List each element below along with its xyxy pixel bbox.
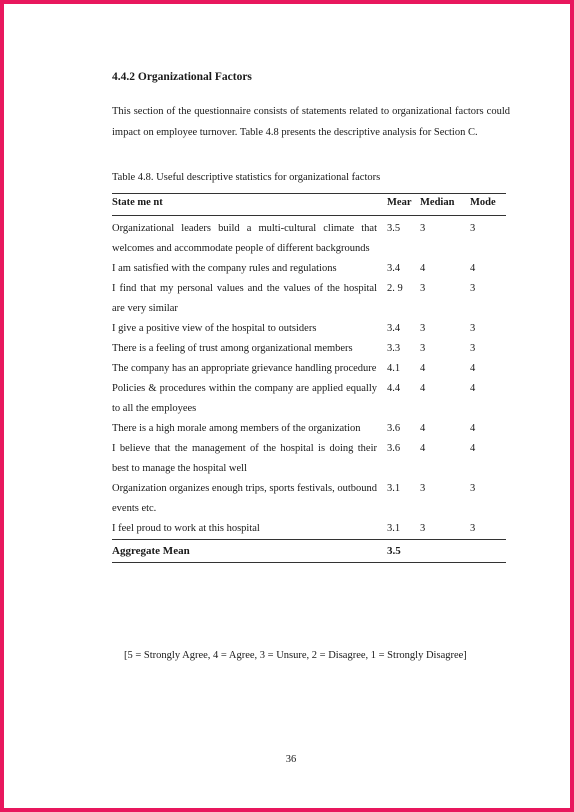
median-cell: 4 [420, 443, 426, 454]
table-row [112, 519, 506, 540]
aggregate-label: Aggregate Mean [112, 540, 387, 563]
statement-cell: Policies & procedures within the company are applied equally to all the employees [112, 383, 377, 414]
statement-cell: I give a positive view of the hospital to outsiders [112, 323, 317, 334]
statement-cell: I am satisfied with the company rules and regulations [112, 263, 337, 274]
table-row [112, 359, 506, 379]
median-cell: 3 [420, 283, 426, 294]
scale-legend: [5 = Strongly Agree, 4 = Agree, 3 = Unsure, 2 = Disagree, 1 = Strongly Disagree] [124, 650, 467, 661]
mean-cell: 2. 9 [387, 283, 403, 294]
median-cell: 4 [420, 263, 426, 274]
mode-cell: 4 [470, 423, 476, 434]
table-row [112, 319, 506, 339]
statement-cell: Organizational leaders build a multi-cultural climate that welcomes and accommodate people of different backgrounds [112, 223, 377, 254]
section-heading: 4.4.2 Organizational Factors [112, 71, 252, 83]
median-cell: 3 [420, 523, 426, 534]
table-header-row [112, 194, 506, 216]
statement-cell: I feel proud to work at this hospital [112, 523, 260, 534]
table-row [112, 439, 506, 479]
mean-cell: 3.4 [387, 263, 401, 274]
mode-cell: 3 [470, 223, 476, 234]
median-cell: 4 [420, 383, 426, 394]
median-cell: 3 [420, 483, 426, 494]
mode-cell: 3 [470, 283, 476, 294]
statement-cell: I find that my personal values and the values of the hospital are very similar [112, 283, 377, 314]
table-row [112, 479, 506, 519]
table-row [112, 216, 506, 260]
statistics-table [112, 193, 506, 563]
aggregate-row [112, 540, 506, 563]
mean-cell: 4.1 [387, 363, 401, 374]
mean-cell: 3.1 [387, 483, 401, 494]
mode-cell: 3 [470, 483, 476, 494]
table-row [112, 279, 506, 319]
statement-cell: Organization organizes enough trips, sports festivals, outbound events etc. [112, 483, 377, 514]
table-row [112, 339, 506, 359]
statement-cell: There is a high morale among members of the organization [112, 423, 361, 434]
mode-cell: 4 [470, 443, 476, 454]
mean-cell: 4.4 [387, 383, 401, 394]
mode-cell: 4 [470, 263, 476, 274]
median-cell: 4 [420, 423, 426, 434]
median-cell: 3 [420, 323, 426, 334]
mode-cell: 3 [470, 323, 476, 334]
header-median: Median [420, 194, 470, 216]
header-mode: Mode [470, 194, 506, 216]
aggregate-mode [470, 540, 506, 563]
page-number: 36 [285, 754, 297, 765]
mode-cell: 3 [470, 523, 476, 534]
mean-cell: 3.4 [387, 323, 401, 334]
header-mean: Mear [387, 194, 420, 216]
mode-cell: 3 [470, 343, 476, 354]
median-cell: 3 [420, 343, 426, 354]
table-caption: Table 4.8. Useful descriptive statistics for organizational factors [112, 172, 381, 183]
statement-cell: There is a feeling of trust among organizational members [112, 343, 353, 354]
mean-cell: 3.1 [387, 523, 401, 534]
statement-cell: The company has an appropriate grievance handling procedure [112, 363, 377, 374]
mode-cell: 4 [470, 363, 476, 374]
section-paragraph: This section of the questionnaire consists of statements related to organizational factors could impact on employee turnover. Table 4.8 presents the descriptive analysis for Section C. [112, 106, 510, 138]
mean-cell: 3.5 [387, 223, 401, 234]
mode-cell: 4 [470, 383, 476, 394]
table-row [112, 419, 506, 439]
table-row [112, 379, 506, 419]
median-cell: 4 [420, 363, 426, 374]
aggregate-median [420, 540, 470, 563]
table-row [112, 259, 506, 279]
mean-cell: 3.6 [387, 423, 401, 434]
aggregate-mean: 3.5 [387, 540, 420, 563]
header-statement: State me nt [112, 194, 387, 216]
statement-cell: I believe that the management of the hospital is doing their best to manage the hospital well [112, 443, 377, 474]
mean-cell: 3.6 [387, 443, 401, 454]
mean-cell: 3.3 [387, 343, 401, 354]
median-cell: 3 [420, 223, 426, 234]
